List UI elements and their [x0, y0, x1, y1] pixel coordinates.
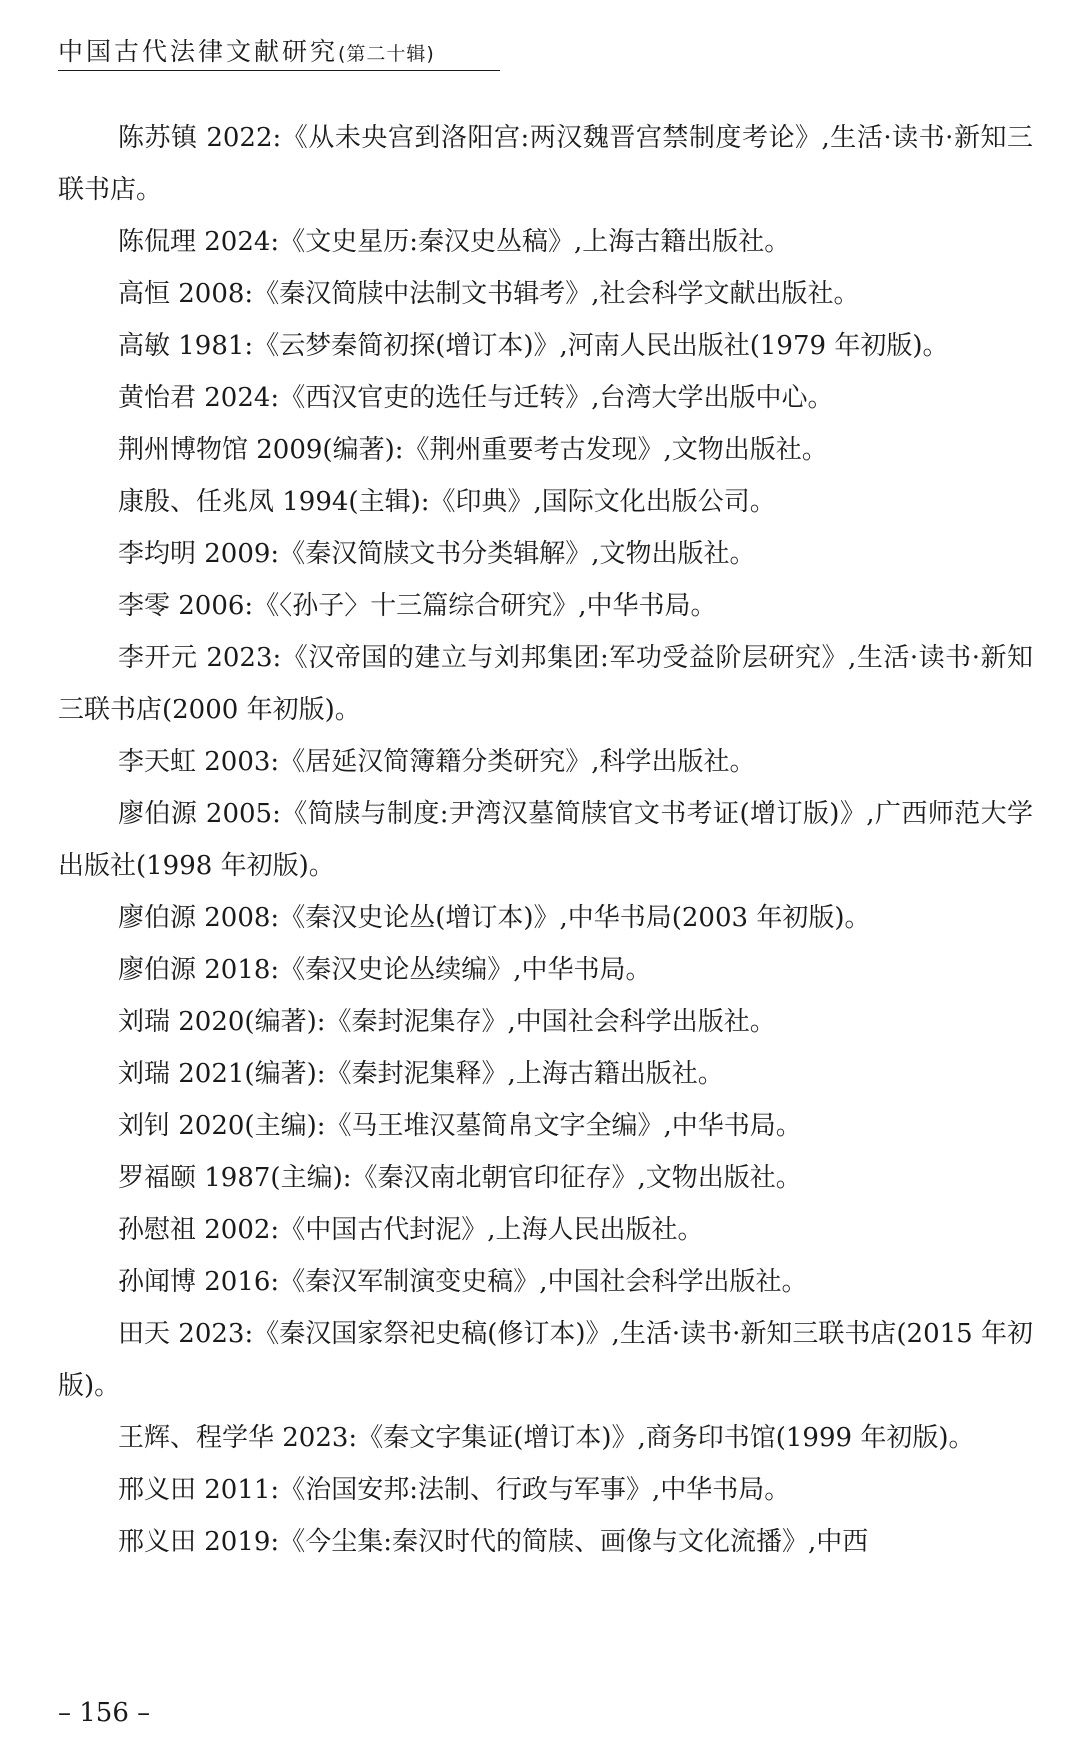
- page-number: – 156 –: [58, 1698, 151, 1728]
- reference-entry: 孙慰祖 2002:《中国古代封泥》,上海人民出版社。: [118, 1215, 704, 1245]
- reference-entry: 荆州博物馆 2009(编著):《荆州重要考古发现》,文物出版社。: [118, 435, 828, 465]
- reference-entry: 刘钊 2020(主编):《马王堆汉墓简帛文字全编》,中华书局。: [118, 1111, 802, 1141]
- running-head: [58, 32, 435, 68]
- reference-entry: 廖伯源 2008:《秦汉史论丛(增订本)》,中华书局(2003 年初版)。: [118, 903, 871, 933]
- reference-entry: 高敏 1981:《云梦秦简初探(增订本)》,河南人民出版社(1979 年初版)。: [118, 331, 949, 361]
- reference-entry: 黄怡君 2024:《西汉官吏的选任与迁转》,台湾大学出版中心。: [118, 383, 834, 413]
- reference-entry: 高恒 2008:《秦汉简牍中法制文书辑考》,社会科学文献出版社。: [118, 279, 860, 309]
- reference-entry: 孙闻博 2016:《秦汉军制演变史稿》,中国社会科学出版社。: [118, 1267, 808, 1297]
- reference-entry: 廖伯源 2018:《秦汉史论丛续编》,中华书局。: [118, 955, 652, 985]
- reference-entry: 罗福颐 1987(主编):《秦汉南北朝官印征存》,文物出版社。: [118, 1163, 802, 1193]
- reference-entry: 陈苏镇 2022:《从未央宫到洛阳宫:两汉魏晋宫禁制度考论》,生活·读书·新知三联书店。: [58, 123, 1033, 205]
- reference-entry: 陈侃理 2024:《文史星历:秦汉史丛稿》,上海古籍出版社。: [118, 227, 791, 257]
- reference-list: [58, 112, 1033, 1568]
- reference-entry: 邢义田 2019:《今尘集:秦汉时代的简牍、画像与文化流播》,中西: [118, 1527, 869, 1557]
- reference-entry: 刘瑞 2020(编著):《秦封泥集存》,中国社会科学出版社。: [118, 1007, 776, 1037]
- reference-entry: 刘瑞 2021(编著):《秦封泥集释》,上海古籍出版社。: [118, 1059, 724, 1089]
- reference-entry: 田天 2023:《秦汉国家祭祀史稿(修订本)》,生活·读书·新知三联书店(2015 年初版)。: [58, 1319, 1033, 1401]
- reference-entry: 李天虹 2003:《居延汉简簿籍分类研究》,科学出版社。: [118, 747, 756, 777]
- reference-entry: 李均明 2009:《秦汉简牍文书分类辑解》,文物出版社。: [118, 539, 756, 569]
- reference-entry: 王辉、程学华 2023:《秦文字集证(增订本)》,商务印书馆(1999 年初版)。: [118, 1423, 975, 1453]
- reference-entry: 李开元 2023:《汉帝国的建立与刘邦集团:军功受益阶层研究》,生活·读书·新知三联书店(2000 年初版)。: [58, 643, 1033, 725]
- journal-issue: (第二十辑): [338, 43, 435, 65]
- reference-entry: 康殷、任兆凤 1994(主辑):《印典》,国际文化出版公司。: [118, 487, 776, 517]
- reference-entry: 廖伯源 2005:《简牍与制度:尹湾汉墓简牍官文书考证(增订版)》,广西师范大学出版社(1998 年初版)。: [58, 799, 1033, 881]
- reference-entry: 李零 2006:《〈孙子〉十三篇综合研究》,中华书局。: [118, 591, 717, 621]
- reference-entry: 邢义田 2011:《治国安邦:法制、行政与军事》,中华书局。: [118, 1475, 791, 1505]
- header-rule: [58, 70, 500, 71]
- journal-title: 中国古代法律文献研究: [58, 37, 339, 66]
